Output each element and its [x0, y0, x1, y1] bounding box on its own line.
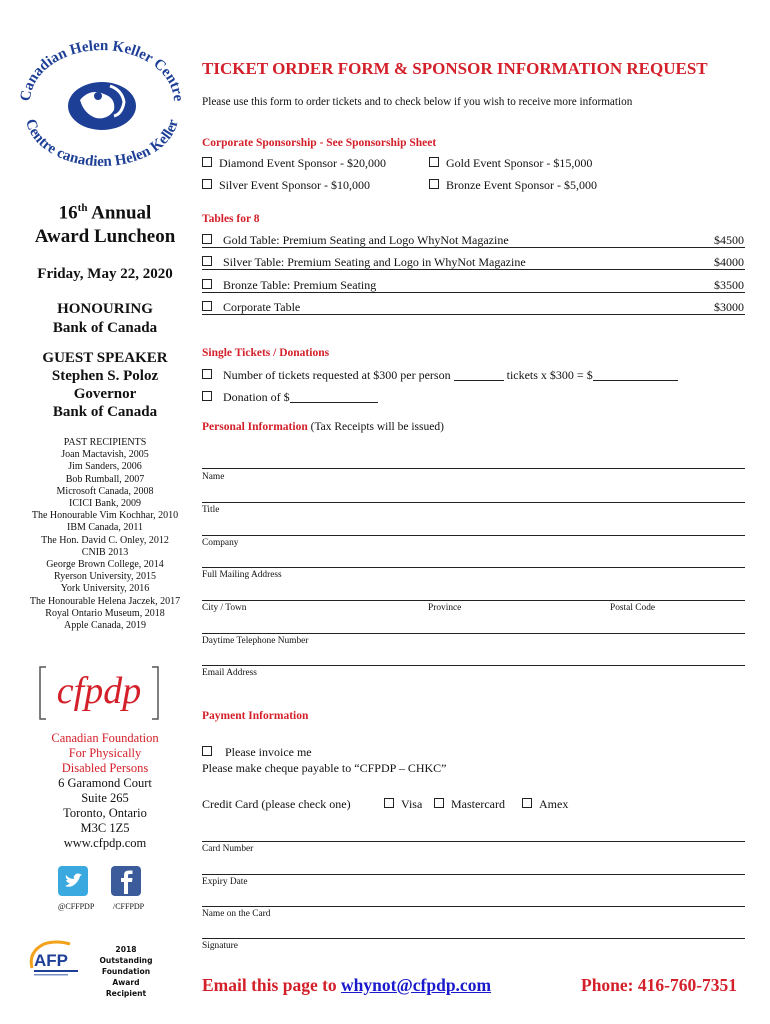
- past-recipients: [14, 437, 196, 632]
- checkbox[interactable]: [202, 746, 212, 756]
- recipient-item: Ryerson University, 2015: [54, 571, 156, 583]
- expiry-label: Expiry Date: [202, 877, 248, 887]
- email-link[interactable]: whynot@cfpdp.com: [341, 975, 492, 995]
- recipient-item: York University, 2016: [60, 583, 150, 595]
- card-name-field[interactable]: [202, 906, 745, 907]
- table-label: Silver Table: Premium Seating and Logo in WhyNot Magazine: [223, 255, 526, 269]
- honouring-label: HONOURING: [57, 301, 153, 317]
- recipient-item: Bob Rumball, 2007: [65, 473, 145, 485]
- donation-label: Donation of $: [223, 390, 290, 404]
- org-name-line: Disabled Persons: [61, 761, 149, 775]
- table-price: $4500: [714, 233, 744, 247]
- event-annual: Annual: [87, 202, 152, 224]
- city-field[interactable]: [202, 600, 745, 601]
- card-option-mastercard[interactable]: [434, 797, 505, 812]
- checkbox[interactable]: [434, 798, 444, 808]
- table-label: Corporate Table: [223, 300, 301, 314]
- card-option-visa[interactable]: [384, 797, 422, 812]
- table-option[interactable]: [202, 278, 745, 293]
- personal-heading: [202, 421, 444, 433]
- sponsor-option[interactable]: [429, 156, 592, 171]
- table-option[interactable]: [202, 255, 745, 270]
- logo-bottom-text: Centre canadien Helen Keller: [22, 117, 182, 170]
- address-label: Full Mailing Address: [202, 570, 282, 580]
- invoice-label: Please invoice me: [225, 745, 312, 759]
- address-field[interactable]: [202, 567, 745, 568]
- postal-label: Postal Code: [610, 603, 656, 613]
- past-recipients-title: PAST RECIPIENTS: [63, 437, 147, 448]
- address-line: 6 Garamond Court: [58, 776, 152, 790]
- honouree: Bank of Canada: [52, 320, 158, 336]
- honouring-block: [20, 300, 190, 338]
- recipient-item: IBM Canada, 2011: [66, 522, 143, 534]
- recipient-item: The Honourable Vim Kochhar, 2010: [31, 510, 179, 522]
- foundation-info: [20, 731, 190, 851]
- table-label: Bronze Table: Premium Seating: [223, 278, 377, 292]
- name-field[interactable]: [202, 468, 745, 469]
- sponsor-option[interactable]: [202, 178, 370, 193]
- checkbox[interactable]: [202, 279, 212, 289]
- address-line: Toronto, Ontario: [63, 806, 147, 820]
- invoice-option[interactable]: [202, 745, 312, 760]
- sponsor-label: Bronze Event Sponsor - $5,000: [446, 178, 597, 192]
- title-label: Title: [202, 505, 220, 515]
- award-line: Foundation Award: [101, 967, 151, 987]
- speaker-title: Governor: [73, 386, 137, 402]
- svg-text:AFP: AFP: [34, 951, 68, 970]
- checkbox[interactable]: [429, 179, 439, 189]
- email-field[interactable]: [202, 665, 745, 666]
- checkbox[interactable]: [522, 798, 532, 808]
- card-option-amex[interactable]: [522, 797, 568, 812]
- email-prefix: Email this page to: [202, 975, 342, 995]
- tickets-row[interactable]: [202, 368, 678, 383]
- recipient-item: The Hon. David C. Onley, 2012: [41, 534, 169, 546]
- sponsor-label: Silver Event Sponsor - $10,000: [219, 178, 370, 192]
- svg-text:cfpdp: cfpdp: [56, 670, 142, 712]
- tickets-total-label: tickets x $300 = $: [506, 368, 593, 382]
- credit-card-label: Credit Card (please check one): [202, 797, 351, 811]
- event-title: [20, 196, 190, 249]
- chkc-logo: [18, 40, 186, 170]
- company-field[interactable]: [202, 535, 745, 536]
- recipient-item: Royal Ontario Museum, 2018: [45, 607, 165, 619]
- card-label: Visa: [401, 797, 423, 811]
- checkbox[interactable]: [202, 234, 212, 244]
- logo-top-text: Canadian Helen Keller Centre: [18, 40, 186, 103]
- sponsor-option[interactable]: [429, 178, 597, 193]
- form-intro: Please use this form to order tickets and to check below if you wish to receive more information: [202, 96, 633, 108]
- sponsor-label: Gold Event Sponsor - $15,000: [446, 156, 593, 170]
- checkbox[interactable]: [202, 157, 212, 167]
- sponsor-label: Diamond Event Sponsor - $20,000: [219, 156, 386, 170]
- guest-speaker-block: [20, 349, 190, 421]
- tables-heading: Tables for 8: [202, 213, 260, 225]
- recipient-item: ICICI Bank, 2009: [69, 498, 141, 510]
- event-number: 16: [58, 202, 78, 224]
- card-label: Mastercard: [451, 797, 505, 811]
- tickets-count-field[interactable]: [454, 380, 504, 381]
- tickets-total-field[interactable]: [593, 380, 678, 381]
- website: www.cfpdp.com: [63, 836, 147, 850]
- award-line: 2018 Outstanding: [99, 945, 153, 965]
- award-line: Recipient: [105, 989, 147, 998]
- sponsor-option[interactable]: [202, 156, 386, 171]
- facebook-handle: /CFFPDP: [113, 902, 145, 911]
- address-line: Suite 265: [81, 791, 129, 805]
- event-name: Award Luncheon: [34, 226, 176, 248]
- personal-note: (Tax Receipts will be issued): [310, 421, 444, 433]
- twitter-icon[interactable]: [58, 866, 88, 896]
- checkbox[interactable]: [202, 369, 212, 379]
- corporate-heading: Corporate Sponsorship - See Sponsorship Sheet: [202, 137, 437, 149]
- twitter-handle: @CFFPDP: [58, 902, 95, 911]
- city-label: City / Town: [202, 603, 247, 613]
- phone-field[interactable]: [202, 633, 745, 634]
- checkbox[interactable]: [202, 301, 212, 311]
- card-name-label: Name on the Card: [202, 909, 271, 919]
- card-label: Amex: [539, 797, 569, 811]
- address-line: M3C 1Z5: [80, 821, 130, 835]
- payment-heading: Payment Information: [202, 710, 309, 722]
- award-text: [88, 944, 164, 999]
- company-label: Company: [202, 538, 239, 548]
- title-field[interactable]: [202, 502, 745, 503]
- org-name-line: Canadian Foundation: [51, 731, 159, 745]
- recipient-item: Microsoft Canada, 2008: [56, 485, 154, 497]
- single-tickets-heading: Single Tickets / Donations: [202, 347, 330, 359]
- email-label: Email Address: [202, 668, 257, 678]
- signature-field[interactable]: [202, 938, 745, 939]
- expiry-field[interactable]: [202, 874, 745, 875]
- cfpdp-logo: [38, 663, 160, 723]
- email-instruction: [202, 975, 491, 996]
- recipient-item: George Brown College, 2014: [46, 559, 164, 571]
- table-price: $3000: [714, 300, 744, 314]
- table-price: $3500: [714, 278, 744, 292]
- signature-label: Signature: [202, 941, 238, 951]
- name-label: Name: [202, 472, 225, 482]
- event-ordinal: th: [77, 202, 88, 214]
- cheque-note: Please make cheque payable to “CFPDP – CHKC”: [202, 761, 447, 775]
- recipient-item: The Honourable Helena Jaczek, 2017: [29, 595, 181, 607]
- checkbox[interactable]: [384, 798, 394, 808]
- checkbox[interactable]: [202, 256, 212, 266]
- table-option[interactable]: [202, 233, 745, 248]
- checkbox[interactable]: [202, 179, 212, 189]
- recipient-item: Jim Sanders, 2006: [68, 461, 142, 473]
- left-column: [0, 0, 192, 1024]
- checkbox[interactable]: [202, 391, 212, 401]
- card-number-field[interactable]: [202, 841, 745, 842]
- facebook-icon[interactable]: [111, 866, 141, 896]
- checkbox[interactable]: [429, 157, 439, 167]
- phone-label: Daytime Telephone Number: [202, 636, 309, 646]
- donation-row[interactable]: [202, 390, 378, 405]
- speaker-org: Bank of Canada: [52, 404, 158, 420]
- tickets-label: Number of tickets requested at $300 per person: [223, 368, 451, 382]
- recipient-item: Apple Canada, 2019: [64, 620, 146, 632]
- province-label: Province: [428, 603, 462, 613]
- recipient-item: CNIB 2013: [81, 546, 129, 558]
- card-number-label: Card Number: [202, 844, 254, 854]
- speaker-name: Stephen S. Poloz: [51, 368, 159, 384]
- speaker-label: GUEST SPEAKER: [42, 350, 168, 366]
- form-title: TICKET ORDER FORM & SPONSOR INFORMATION REQUEST: [202, 59, 708, 78]
- phone-number: Phone: 416-760-7351: [581, 975, 738, 995]
- table-label: Gold Table: Premium Seating and Logo WhyNot Magazine: [223, 233, 509, 247]
- table-option[interactable]: [202, 300, 745, 315]
- afp-logo: [26, 938, 84, 980]
- recipient-item: Joan Mactavish, 2005: [61, 449, 149, 461]
- event-date: Friday, May 22, 2020: [37, 266, 173, 282]
- personal-heading-text: Personal Information: [202, 421, 308, 433]
- org-name-line: For Physically: [68, 746, 142, 760]
- table-price: $4000: [714, 255, 744, 269]
- donation-field[interactable]: [290, 402, 378, 403]
